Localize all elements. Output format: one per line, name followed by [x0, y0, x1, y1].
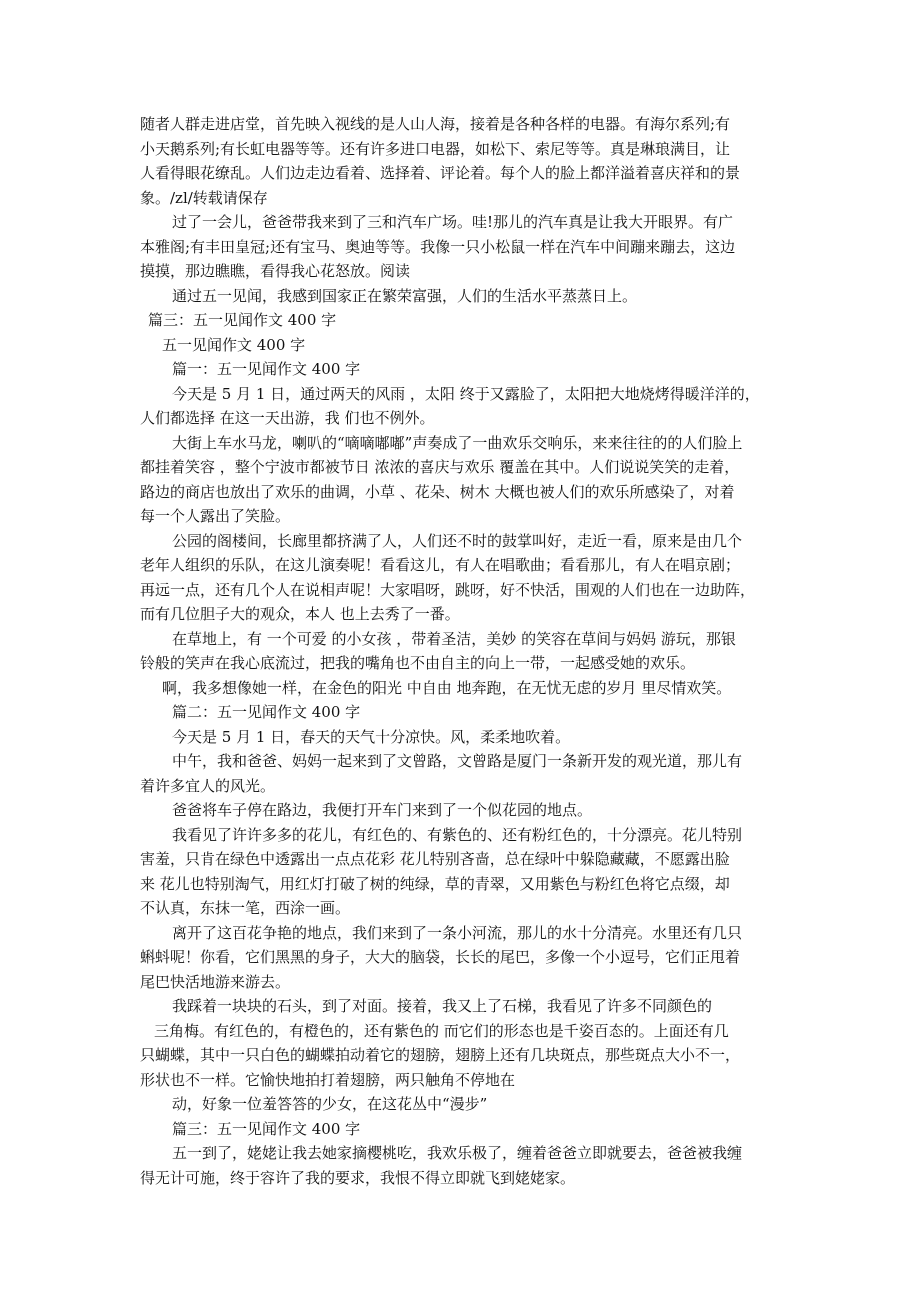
text-line: 在草地上，有 一个可爱 的小女孩 ，带着圣洁，美妙 的笑容在草间与妈妈 游玩，那银 — [172, 629, 736, 648]
text-line: 不认真，东抹一笔，西涂一画。 — [140, 899, 351, 917]
text-line: 本雅阁;有丰田皇冠;还有宝马、奥迪等等。我像一只小松鼠一样在汽车中间蹦来蹦去，这边 — [140, 237, 736, 256]
text-line: 通过五一见闻，我感到国家正在繁荣富强，人们的生活水平蒸蒸日上。 — [172, 286, 638, 305]
text-line: 爸爸将车子停在路边，我便打开车门来到了一个似花园的地点。 — [172, 801, 593, 819]
text-line: 离开了这百花争艳的地点，我们来到了一条小河流，那儿的水十分清亮。水里还有几只 — [172, 923, 743, 942]
text-line: 篇一：五一见闻作文 400 字 — [172, 360, 361, 378]
text-line: 尾巴快活地游来游去。 — [140, 972, 291, 991]
text-line: 着许多宜人的风光。 — [140, 776, 276, 795]
text-line: 中午，我和爸爸、妈妈一起来到了文曾路，文曾路是厦门一条新开发的观光道，那儿有 — [172, 752, 743, 770]
text-line: 人们都选择 在这一天出游，我 们也不例外。 — [140, 409, 435, 427]
text-line: 动，好象一位羞答答的少女，在这花丛中“漫步” — [172, 1095, 488, 1113]
text-line: 形状也不一样。它愉快地拍打着翅膀，两只触角不停地在 — [140, 1070, 516, 1089]
text-line: 都挂着笑容 ，整个宁波市都被节日 浓浓的喜庆与欢乐 覆盖在其中。人们说说笑笑的走着， — [140, 458, 740, 476]
text-line: 路边的商店也放出了欢乐的曲调，小草 、花朵、树木 大概也被人们的欢乐所感染了，对着 — [140, 482, 735, 501]
text-line: 篇二：五一见闻作文 400 字 — [172, 703, 361, 721]
text-line: 今天是 5 月 1 日，通过两天的风雨 ，太阳 终于又露脸了，太阳把大地烧烤得暖洋洋的， — [172, 384, 760, 403]
text-line: 过了一会儿，爸爸带我来到了三和汽车广场。哇!那儿的汽车真是让我大开眼界。有广 — [172, 213, 734, 231]
text-line: 五一见闻作文 400 字 — [162, 335, 306, 354]
text-line: 再远一点，还有几个人在说相声呢！大家唱呀，跳呀，好不快活，围观的人们也在一边助阵， — [140, 580, 756, 599]
text-line: 老年人组织的乐队，在这儿演奏呢！看看这儿，有人在唱歌曲；看看那儿，有人在唱京剧； — [140, 556, 741, 574]
text-line: 篇三：五一见闻作文 400 字 — [172, 1119, 361, 1138]
text-line: 人看得眼花缭乱。人们边走边看着、选择着、评论着。每个人的脸上都洋溢着喜庆祥和的景 — [140, 164, 741, 182]
text-line: 而有几位胆子大的观众，本人 也上去秀了一番。 — [140, 605, 460, 623]
text-line: 害羞，只肯在绿色中透露出一点点花彩 花儿特别吝啬，总在绿叶中躲隐藏藏，不愿露出脸 — [140, 850, 730, 868]
text-line: 摸摸，那边瞧瞧，看得我心花怒放。阅读 — [140, 262, 411, 280]
text-line: 象。/zl/转载请保存 — [140, 188, 268, 207]
text-line: 蝌蚪呢！你看，它们黑黑的身子，大大的脑袋，长长的尾巴，多像一个小逗号，它们正甩着 — [140, 948, 741, 966]
text-line: 来 花儿也特别淘气，用红灯打破了树的纯绿，草的青翠，又用紫色与粉红色将它点缀，却 — [140, 874, 730, 893]
text-line: 三角梅。有红色的，有橙色的，还有紫色的 而它们的形态也是千姿百态的。上面还有几 — [154, 1021, 729, 1040]
text-line: 今天是 5 月 1 日，春天的天气十分凉快。风，柔柔地吹着。 — [172, 727, 571, 746]
text-line: 随者人群走进店堂，首先映入视线的是人山人海，接着是各种各样的电器。有海尔系列;有 — [140, 115, 731, 133]
document-body — [140, 112, 800, 1190]
text-line: 每一个人露出了笑脸。 — [140, 507, 291, 525]
text-line: 公园的阁楼间，长廊里都挤满了人，人们还不时的鼓掌叫好，走近一看，原来是由几个 — [172, 531, 743, 550]
text-line: 铃般的笑声在我心底流过，把我的嘴角也不由自主的向上一带，一起感受她的欢乐。 — [140, 654, 696, 672]
text-line: 五一到了，姥姥让我去她家摘樱桃吃，我欢乐极了，缠着爸爸立即就要去，爸爸被我缠 — [172, 1144, 743, 1162]
text-line: 我踩着一块块的石头，到了对面。接着，我又上了石梯，我看见了许多不同颜色的 — [172, 997, 713, 1015]
text-line: 啊，我多想像她一样，在金色的阳光 中自由 地奔跑，在无忧无虑的岁月 里尽情欢笑。 — [162, 678, 732, 697]
text-line: 小天鹅系列;有长虹电器等等。还有许多进口电器，如松下、索尼等等。真是琳琅满目，让 — [140, 139, 731, 158]
text-line: 得无计可施，终于容许了我的要求，我恨不得立即就飞到姥姥家。 — [140, 1168, 576, 1187]
text-line: 我看见了许许多多的花儿，有红色的、有紫色的、还有粉红色的，十分漂亮。花儿特别 — [172, 825, 743, 844]
text-line: 大街上车水马龙，喇叭的“嘀嘀嘟嘟”声奏成了一曲欢乐交响乐，来来往往的的人们脸上 — [172, 433, 743, 452]
text-line: 只蝴蝶，其中一只白色的蝴蝶拍动着它的翅膀，翅膀上还有几块斑点，那些斑点大小不一， — [140, 1046, 741, 1064]
text-line: 篇三：五一见闻作文 400 字 — [148, 311, 337, 329]
